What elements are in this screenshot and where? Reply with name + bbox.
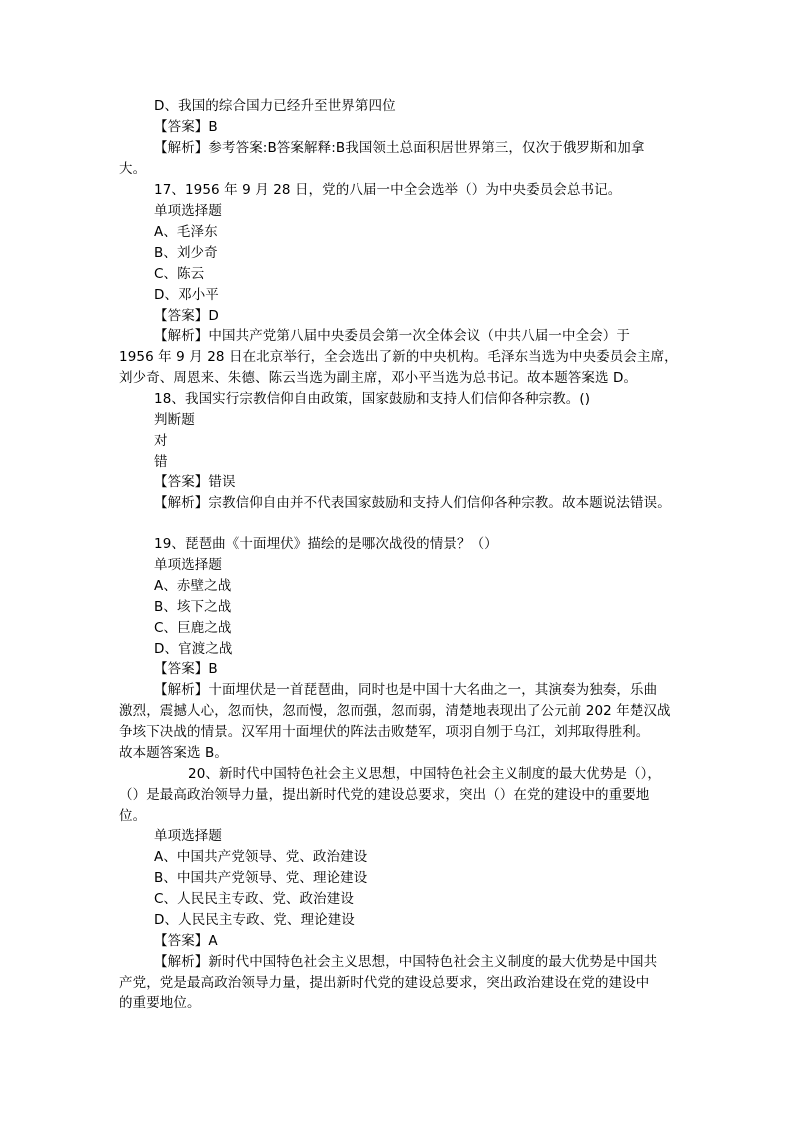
q19-analysis-line-1: 【解析】十面埋伏是一首琵琶曲，同时也是中国十大名曲之一，其演奏为独奏，乐曲 [154, 682, 658, 698]
q20-analysis-line-2: 产党，党是最高政治领导力量，提出新时代党的建设总要求，突出政治建设在党的建设中 [119, 975, 650, 991]
q20-type: 单项选择题 [154, 828, 222, 844]
q17-option-d: D、邓小平 [154, 287, 219, 303]
q17-option-b: B、刘少奇 [154, 245, 218, 261]
q18-stem: 18、我国实行宗教信仰自由政策，国家鼓励和支持人们信仰各种宗教。() [154, 391, 591, 407]
q20-stem-line-1: 20、新时代中国特色社会主义思想，中国特色社会主义制度的最大优势是（）， [188, 766, 662, 782]
q16-analysis-line-2: 大。 [119, 161, 147, 177]
q16-analysis-line-1: 【解析】参考答案:B答案解释:B我国领土总面积居世界第三，仅次于俄罗斯和加拿 [154, 140, 645, 156]
q17-option-c: C、陈云 [154, 266, 205, 282]
q20-option-c: C、人民民主专政、党、政治建设 [154, 891, 354, 907]
q19-option-a: A、赤壁之战 [154, 578, 232, 594]
q17-analysis-line-2: 1956 年 9 月 28 日在北京举行，全会选出了新的中央机构。毛泽东当选为中央委员会主席， [119, 349, 678, 365]
q18-option-true: 对 [154, 433, 168, 449]
q19-option-c: C、巨鹿之战 [154, 620, 232, 636]
q18-type: 判断题 [154, 412, 195, 428]
q17-option-a: A、毛泽东 [154, 224, 218, 240]
q19-analysis-line-4: 故本题答案选 B。 [119, 745, 228, 761]
q20-analysis-line-3: 的重要地位。 [119, 995, 201, 1011]
q20-answer: 【答案】A [154, 933, 218, 949]
q17-type: 单项选择题 [154, 203, 222, 219]
q20-stem-line-2: （）是最高政治领导力量，提出新时代党的建设总要求，突出（）在党的建设中的重要地 [119, 787, 650, 803]
q16-option-d: D、我国的综合国力已经升至世界第四位 [154, 98, 396, 114]
q17-stem: 17、1956 年 9 月 28 日，党的八届一中全会选举（）为中央委员会总书记。 [154, 182, 622, 198]
q20-stem-line-3: 位。 [119, 808, 147, 824]
q17-answer: 【答案】D [154, 308, 219, 324]
q19-answer: 【答案】B [154, 661, 218, 677]
q19-option-d: D、官渡之战 [154, 641, 233, 657]
q20-option-d: D、人民民主专政、党、理论建设 [154, 912, 355, 928]
q19-analysis-line-3: 争垓下决战的情景。汉军用十面埋伏的阵法击败楚军，项羽自刎于乌江，刘邦取得胜利。 [119, 724, 650, 740]
q16-answer: 【答案】B [154, 119, 218, 135]
q20-option-a: A、中国共产党领导、党、政治建设 [154, 849, 368, 865]
q18-answer: 【答案】错误 [154, 474, 236, 490]
q17-analysis-line-1: 【解析】中国共产党第八届中央委员会第一次全体会议（中共八届一中全会）于 [154, 328, 630, 344]
q17-analysis-line-3: 刘少奇、周恩来、朱德、陈云当选为副主席，邓小平当选为总书记。故本题答案选 D。 [119, 370, 638, 386]
q18-option-false: 错 [154, 454, 168, 470]
q19-type: 单项选择题 [154, 557, 222, 573]
q18-analysis-line-1: 【解析】宗教信仰自由并不代表国家鼓励和支持人们信仰各种宗教。故本题说法错误。 [154, 495, 671, 511]
q20-analysis-line-1: 【解析】新时代中国特色社会主义思想，中国特色社会主义制度的最大优势是中国共 [154, 954, 658, 970]
q19-option-b: B、垓下之战 [154, 599, 232, 615]
q19-analysis-line-2: 激烈，震撼人心，忽而快，忽而慢，忽而强，忽而弱，清楚地表现出了公元前 202 年楚汉战 [119, 703, 671, 719]
q20-option-b: B、中国共产党领导、党、理论建设 [154, 870, 368, 886]
q19-stem: 19、琵琶曲《十面埋伏》描绘的是哪次战役的情景？（） [154, 536, 498, 552]
